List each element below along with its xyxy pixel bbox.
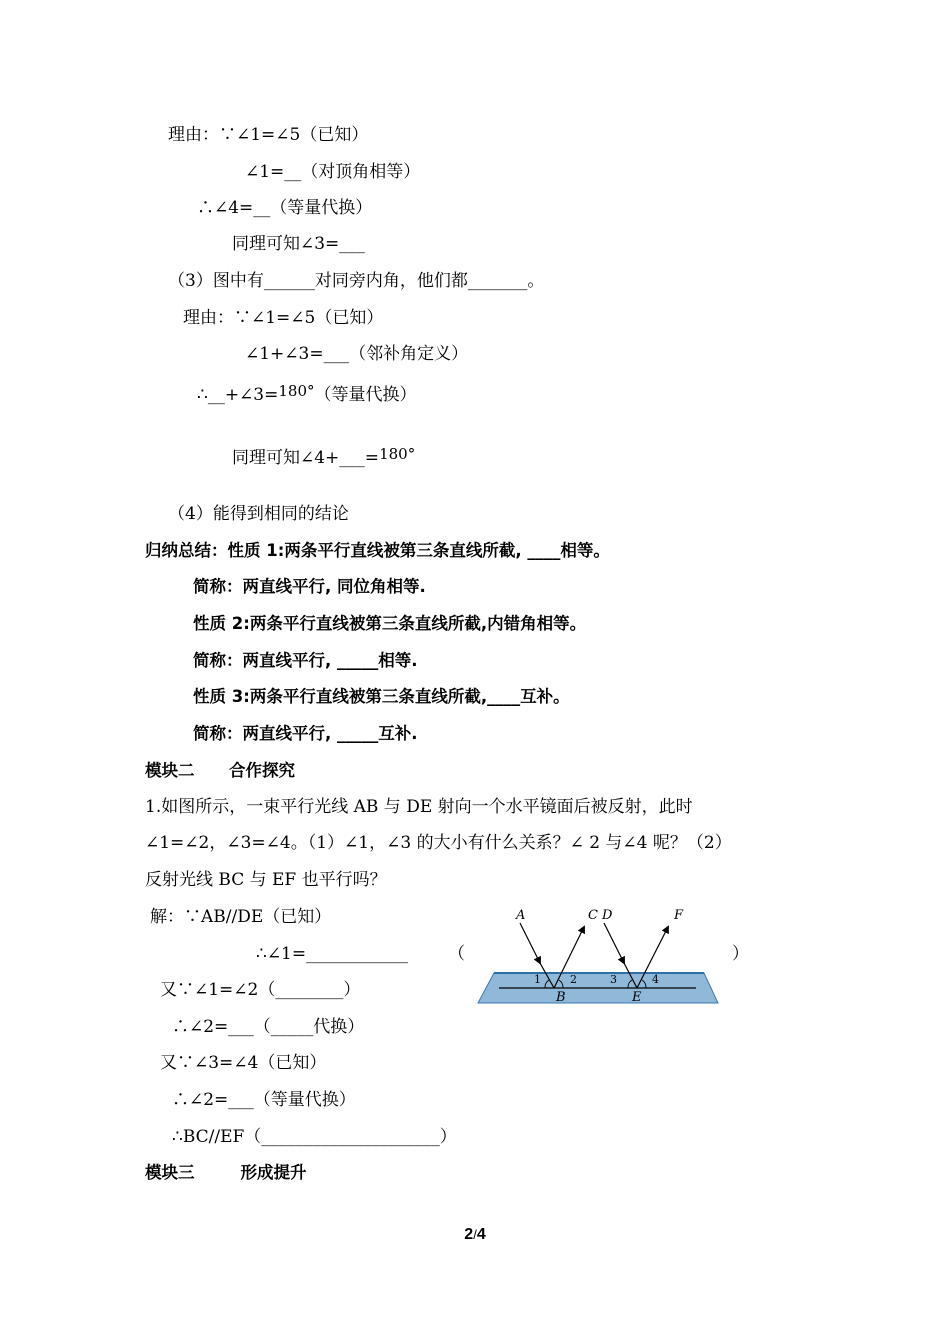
solution-line-2: ∴∠1=____________ (256, 944, 409, 964)
problem-1-line-1: 1.如图所示，一束平行光线 AB 与 DE 射向一个水平镜面后被反射，此时 (145, 797, 693, 817)
label-angle-3: 3 (610, 973, 617, 986)
page-number (0, 1226, 950, 1244)
label-point-c: C (588, 908, 598, 923)
angle-line-9-text: 同理可知∠4+___= (232, 448, 380, 468)
solution-line-3: 又∵∠1=∠2（________） (160, 980, 361, 1000)
summary-short-1: 简称：两直线平行, 同位角相等. (193, 577, 426, 596)
page-total: 4 (476, 1226, 486, 1243)
label-point-e: E (632, 990, 642, 1005)
summary-property-3: 性质 3:两条平行直线被第三条直线所截,____互补。 (193, 687, 570, 706)
open-paren: （ (448, 944, 465, 964)
label-angle-4: 4 (652, 973, 659, 986)
angle-line-4: 同理可知∠3=___ (232, 234, 365, 254)
solution-line-6: ∴∠2=___（等量代换） (172, 1090, 356, 1110)
mirror-reflection-figure (474, 905, 724, 1005)
solution-line-5: 又∵∠3=∠4（已知） (160, 1053, 327, 1073)
solution-line-1: 解：∵AB//DE（已知） (150, 907, 332, 927)
problem-1-line-3: 反射光线 BC 与 EF 也平行吗？ (145, 870, 387, 890)
angle-line-8-text: ∴__+∠3= (197, 385, 279, 405)
close-paren: ） (732, 944, 749, 964)
page-current: 2 (464, 1226, 474, 1243)
label-angle-2: 2 (570, 973, 577, 986)
module-2-heading: 模块二 合作探究 (145, 761, 295, 780)
question-4: （4）能得到相同的结论 (168, 504, 349, 524)
summary-property-2: 性质 2:两条平行直线被第三条直线所截,内错角相等。 (193, 614, 587, 633)
angle-line-7: ∠1+∠3=___（邻补角定义） (245, 344, 469, 364)
degree-value: 180° (379, 445, 416, 463)
reason-line-1: 理由：∵∠1=∠5（已知） (168, 125, 369, 145)
angle-line-8 (197, 380, 417, 406)
label-point-d: D (602, 908, 613, 923)
angle-line-9 (232, 443, 415, 469)
angle-line-8-reason: （等量代换） (314, 385, 417, 405)
label-point-a: A (516, 908, 526, 923)
ray-de (604, 923, 624, 963)
solution-line-7: ∴BC//EF（_____________________） (172, 1127, 457, 1147)
module-3-heading: 模块三 形成提升 (145, 1163, 307, 1182)
angle-line-3: ∴∠4=__（等量代换） (197, 198, 373, 218)
label-point-f: F (674, 908, 684, 923)
summary-short-3: 简称：两直线平行, _____互补. (193, 724, 418, 743)
ray-ab (520, 923, 540, 963)
problem-1-line-2: ∠1=∠2，∠3=∠4。（1）∠1，∠3 的大小有什么关系？∠ 2 与∠4 呢？（2） (145, 833, 732, 853)
degree-value: 180° (278, 382, 315, 400)
question-3: （3）图中有______对同旁内角，他们都_______。 (168, 271, 545, 291)
solution-line-4: ∴∠2=___（_____代换） (172, 1017, 365, 1037)
summary-property-1: 归纳总结：性质 1:两条平行直线被第三条直线所截, ____相等。 (145, 541, 610, 560)
summary-short-2: 简称：两直线平行, _____相等. (193, 651, 418, 670)
page-separator: / (473, 1227, 477, 1242)
reason-line-6: 理由：∵∠1=∠5（已知） (183, 308, 384, 328)
label-angle-1: 1 (534, 973, 541, 986)
label-point-b: B (556, 990, 566, 1005)
angle-line-2: ∠1=__（对顶角相等） (245, 162, 421, 182)
